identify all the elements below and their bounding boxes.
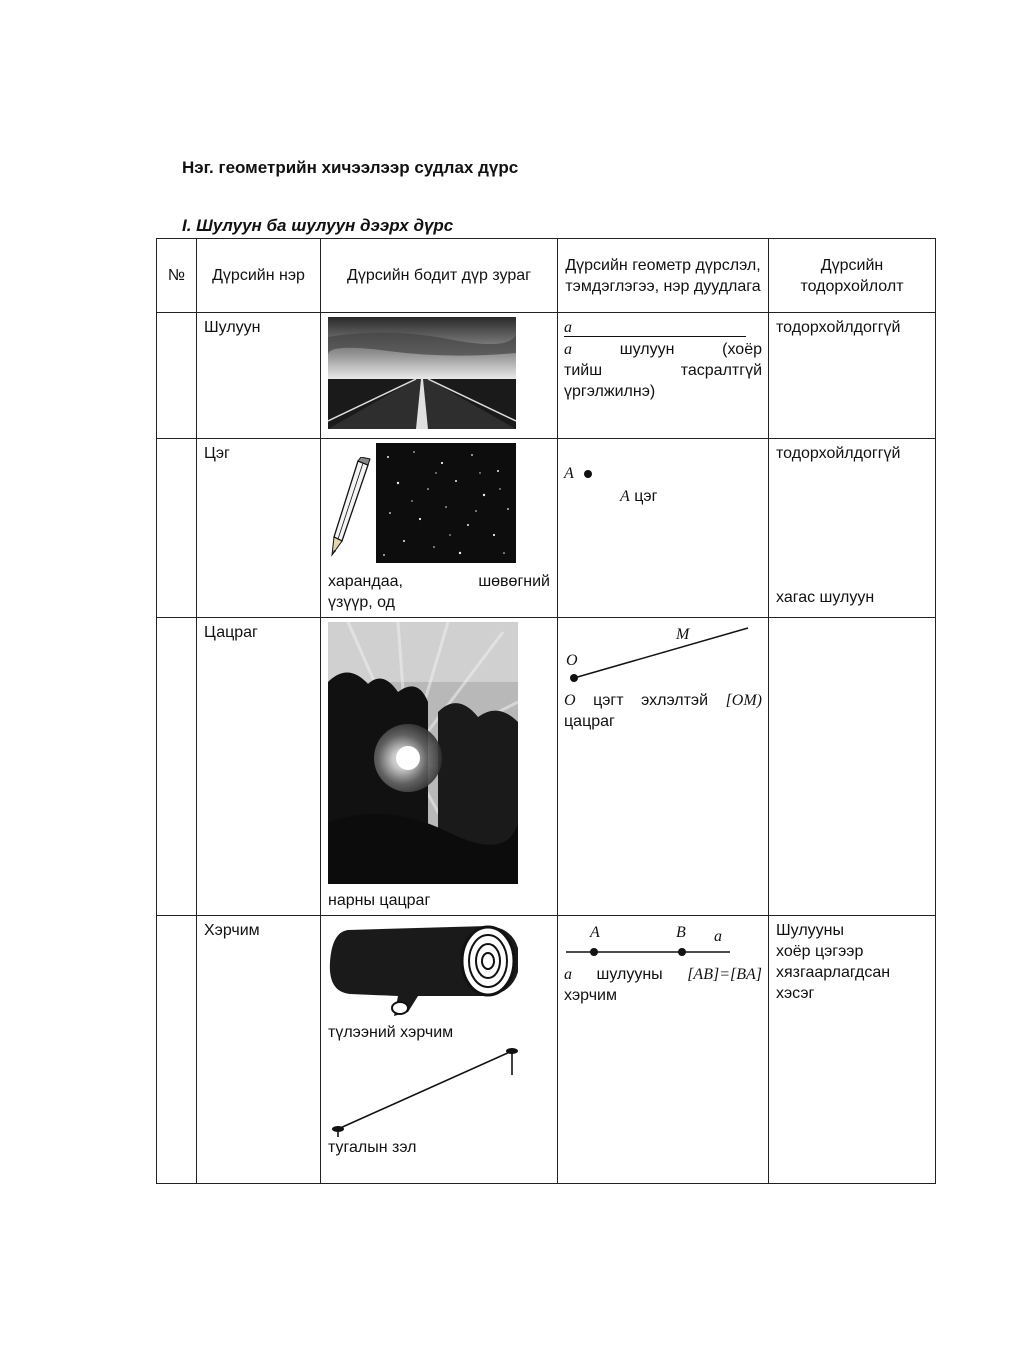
line-drawing bbox=[564, 317, 762, 339]
line-desc-var: a bbox=[564, 341, 572, 358]
line-desc-row-1 bbox=[564, 339, 762, 360]
ray-caption: нарны цацраг bbox=[328, 892, 431, 909]
header-geometric bbox=[558, 239, 769, 313]
point-caption-row-1 bbox=[328, 571, 550, 592]
point-desc bbox=[620, 486, 762, 507]
segment-desc-var: a bbox=[564, 966, 572, 983]
rope-caption: тугалын зэл bbox=[328, 1139, 417, 1156]
document-title: Нэг. геометрийн хичээлээр судлах дүрс bbox=[182, 158, 519, 177]
ray-desc-3: цацраг bbox=[564, 713, 615, 730]
line-desc-5: үргэлжилнэ) bbox=[564, 383, 656, 400]
segment-label-a: A bbox=[590, 924, 600, 941]
line-desc-3: тийш bbox=[564, 362, 603, 379]
ray-definition: хагас шулуун bbox=[776, 588, 875, 606]
segment-label-b: B bbox=[676, 924, 686, 941]
segment-def-3: хязгаарлагдсан bbox=[776, 964, 891, 981]
header-definition-text: Дүрсийн тодорхойлолт bbox=[800, 256, 904, 295]
table-header-row bbox=[157, 239, 936, 313]
geometric-cell bbox=[558, 618, 769, 916]
segment-label-line: a bbox=[714, 928, 722, 945]
row-number bbox=[157, 439, 197, 618]
ray-desc-row-1 bbox=[564, 690, 762, 711]
definition-cell: тодорхойлдоггүй bbox=[769, 439, 936, 618]
table-row-line bbox=[157, 313, 936, 439]
section-title: I. Шулуун ба шулуун дээрх дүрс bbox=[182, 216, 454, 235]
geometric-cell bbox=[558, 313, 769, 439]
ray-label-m: M bbox=[676, 626, 690, 643]
header-definition bbox=[769, 239, 936, 313]
row-number bbox=[157, 618, 197, 916]
segment-line bbox=[564, 920, 764, 964]
point-caption-3: үзүүр, од bbox=[328, 594, 396, 611]
header-number: № bbox=[157, 239, 197, 313]
shape-name: Шулуун bbox=[197, 313, 321, 439]
row-number bbox=[157, 916, 197, 1184]
geometric-cell bbox=[558, 439, 769, 618]
ray-drawing bbox=[564, 622, 762, 690]
point-drawing bbox=[564, 463, 762, 484]
point-label: A bbox=[564, 465, 574, 482]
sun-rays-photo bbox=[328, 622, 518, 884]
ray-desc-notation: [OM) bbox=[725, 692, 762, 709]
point-caption-2: шөвөгний bbox=[478, 573, 550, 590]
point-dot bbox=[584, 470, 592, 478]
ray-desc-1: цэгт bbox=[593, 692, 624, 709]
line-desc-row-2 bbox=[564, 360, 762, 381]
segment-desc-2: хэрчим bbox=[564, 987, 617, 1004]
segment-desc-row-1 bbox=[564, 964, 762, 985]
definition-cell: тодорхойлдоггүй bbox=[769, 313, 936, 439]
stars-picture bbox=[376, 443, 516, 563]
definition-cell bbox=[769, 588, 936, 916]
shape-name: Цацраг bbox=[197, 618, 321, 916]
rope-picture bbox=[328, 1045, 528, 1137]
row-number bbox=[157, 313, 197, 439]
shape-name: Цэг bbox=[197, 439, 321, 618]
table-row-segment bbox=[157, 916, 936, 1184]
real-image-cell bbox=[321, 439, 558, 618]
real-image-cell bbox=[321, 313, 558, 439]
log-caption: түлээний хэрчим bbox=[328, 1024, 454, 1041]
ray-line bbox=[564, 622, 764, 690]
point-desc-text: цэг bbox=[634, 488, 658, 505]
header-real-image: Дүрсийн бодит дүр зураг bbox=[321, 239, 558, 313]
line-segment bbox=[564, 336, 746, 337]
line-desc-1: шулуун bbox=[619, 341, 675, 358]
log-picture bbox=[328, 920, 518, 1016]
table-row-ray bbox=[157, 618, 936, 916]
road-photo bbox=[328, 317, 516, 429]
point-pictures bbox=[328, 443, 550, 567]
segment-drawing bbox=[564, 920, 762, 964]
point-desc-var: A bbox=[620, 488, 630, 505]
real-image-cell bbox=[321, 916, 558, 1184]
segment-def-1: Шулууны bbox=[776, 922, 844, 939]
segment-def-2: хоёр цэгээр bbox=[776, 943, 864, 960]
geometric-cell bbox=[558, 916, 769, 1184]
shape-name: Хэрчим bbox=[197, 916, 321, 1184]
ray-label-o: O bbox=[566, 652, 578, 669]
ray-desc-var: O bbox=[564, 692, 576, 709]
point-caption-1: харандаа, bbox=[328, 573, 403, 590]
line-desc-2: (хоёр bbox=[722, 341, 762, 358]
header-geometric-text: Дүрсийн геометр дүрслэл, тэмдэглэгээ, нэр дуудлага bbox=[565, 256, 761, 295]
segment-def-4: хэсэг bbox=[776, 985, 815, 1002]
line-desc-4: тасралтгүй bbox=[680, 362, 762, 379]
header-name: Дүрсийн нэр bbox=[197, 239, 321, 313]
segment-desc-notation: [AB]=[BA] bbox=[687, 966, 762, 983]
real-image-cell bbox=[321, 618, 558, 916]
pencil-picture bbox=[328, 457, 374, 557]
shapes-table bbox=[156, 238, 936, 1184]
segment-desc-1: шулууны bbox=[596, 966, 663, 983]
definition-cell bbox=[769, 916, 936, 1184]
ray-desc-2: эхлэлтэй bbox=[641, 692, 709, 709]
line-label: a bbox=[564, 319, 572, 336]
